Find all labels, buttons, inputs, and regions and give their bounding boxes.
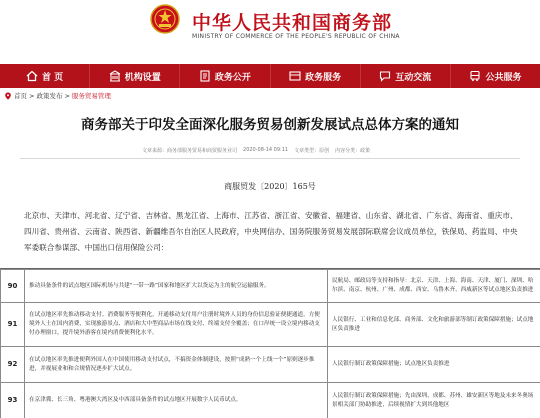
nav-item-organization[interactable] xyxy=(90,64,180,88)
home-icon xyxy=(26,70,38,82)
row-content: 在试点地区率先推动移动支付。消费服务等便利化，开通移动支付用户注册时境外人员的身份信息验证便捷通道，方便境外人士在国内消费，实现旅游景点、酒店和大中型商品市场在线支付、终端支付全覆盖；在口岸统一设立境内移动支付办理窗口，提升境外游客在境内消费便利化水平。 xyxy=(25,303,328,347)
table-row xyxy=(1,270,540,303)
meta-source: 文章来源：商务部服务贸易和商贸服务业司 xyxy=(142,148,238,154)
document-icon xyxy=(199,70,211,82)
nav-label: 互动交流 xyxy=(395,72,432,83)
location-icon xyxy=(4,92,12,100)
nav-label: 政务公开 xyxy=(214,72,251,83)
row-content: 推动具备条件的试点地区国际机场与共建“一带一路”国家和地区扩大以货运为主的航空运输服务。 xyxy=(25,270,328,303)
row-department: 人民银行制订政策保障措施；试点地区负责推进 xyxy=(328,347,540,383)
site-title[interactable]: 中华人民共和国商务部 xyxy=(192,12,393,34)
row-department: 人民银行制订政策保障措施；先由深圳、成都、苏州、雄安新区等地及未来冬奥场景相关部门协助推进，后续视情扩大到其他地区 xyxy=(328,383,540,418)
table-row xyxy=(1,383,540,418)
measures-table xyxy=(0,268,540,418)
nav-item-public-services[interactable] xyxy=(451,64,540,88)
nav-label: 政务服务 xyxy=(305,72,342,83)
title-divider xyxy=(20,158,520,159)
row-number: 90 xyxy=(1,270,25,303)
meta-type: 文章类型：原创 xyxy=(294,148,330,154)
main-nav xyxy=(0,64,540,88)
breadcrumb xyxy=(4,91,111,100)
document-number: 商服贸发〔2020〕165号 xyxy=(224,182,316,191)
row-number: 93 xyxy=(1,383,25,418)
row-number: 92 xyxy=(1,347,25,383)
article-title: 商务部关于印发全面深化服务贸易创新发展试点总体方案的通知 xyxy=(81,117,459,133)
service-icon xyxy=(289,70,301,82)
site-subtitle: MINISTRY OF COMMERCE OF THE PEOPLE'S REPUBLIC OF CHINA xyxy=(192,33,400,40)
bus-icon xyxy=(469,70,481,82)
nav-label: 机构设置 xyxy=(124,72,161,83)
building-icon xyxy=(109,70,121,82)
row-department: 民航局、邮政局等支持和指导：北京、天津、上海、海南、天津、厦门、深圳、哈尔滨、南京、杭州、广州、成都、西安、乌鲁木齐、西威新区等试点地区负责推进 xyxy=(328,270,540,303)
article-body: 北京市、天津市、河北省、辽宁省、吉林省、黑龙江省、上海市、江苏省、浙江省、安徽省、福建省、山东省、湖北省、广东省、海南省、重庆市、四川省、贵州省、云南省、陕西省、新疆维吾尔自治区人民政府，中央网信办、国务院服务贸易发展部际联席会议成员单位，铁保局、药监局、中央军委联合参谋部、中国出口信用保险公司： xyxy=(24,211,518,252)
chat-icon xyxy=(379,70,391,82)
breadcrumb-separator: > xyxy=(29,91,35,100)
table-row xyxy=(1,347,540,383)
nav-item-home[interactable] xyxy=(0,64,90,88)
table-row xyxy=(1,303,540,347)
nav-label: 首 页 xyxy=(42,72,64,83)
nav-item-interaction[interactable] xyxy=(361,64,451,88)
meta-date: 2020-08-14 09:11 xyxy=(243,147,289,153)
site-header xyxy=(0,0,540,64)
article-meta xyxy=(142,147,370,154)
nav-label: 公共服务 xyxy=(485,72,522,83)
row-content: 在京津冀、长三角、粤港澳大湾区及中西部具备条件的试点地区开展数字人民币试点。 xyxy=(25,383,328,418)
nav-item-public-affairs[interactable] xyxy=(180,64,270,88)
row-department: 人民银行、工业和信息化部、商务部、文化和旅游部等制订政策保障措施；试点地区负责推进 xyxy=(328,303,540,347)
row-number: 91 xyxy=(1,303,25,347)
nav-item-government-services[interactable] xyxy=(271,64,361,88)
breadcrumb-policy[interactable]: 政策发布 xyxy=(36,92,63,100)
row-content: 在试点地区率先推进便利外国人在中国使用移动支付试点，不搞资金体制建设，按照“成熟一个上线一个”原则逐步推进，并视展业和和合规情况逐步扩大试点。 xyxy=(25,347,328,383)
breadcrumb-separator: > xyxy=(64,91,70,100)
meta-kind: 内容分类：政策 xyxy=(335,148,371,154)
breadcrumb-service-trade[interactable]: 服务贸易管理 xyxy=(71,92,111,100)
national-emblem-icon[interactable] xyxy=(150,4,180,34)
breadcrumb-home[interactable]: 首页 xyxy=(14,92,27,100)
